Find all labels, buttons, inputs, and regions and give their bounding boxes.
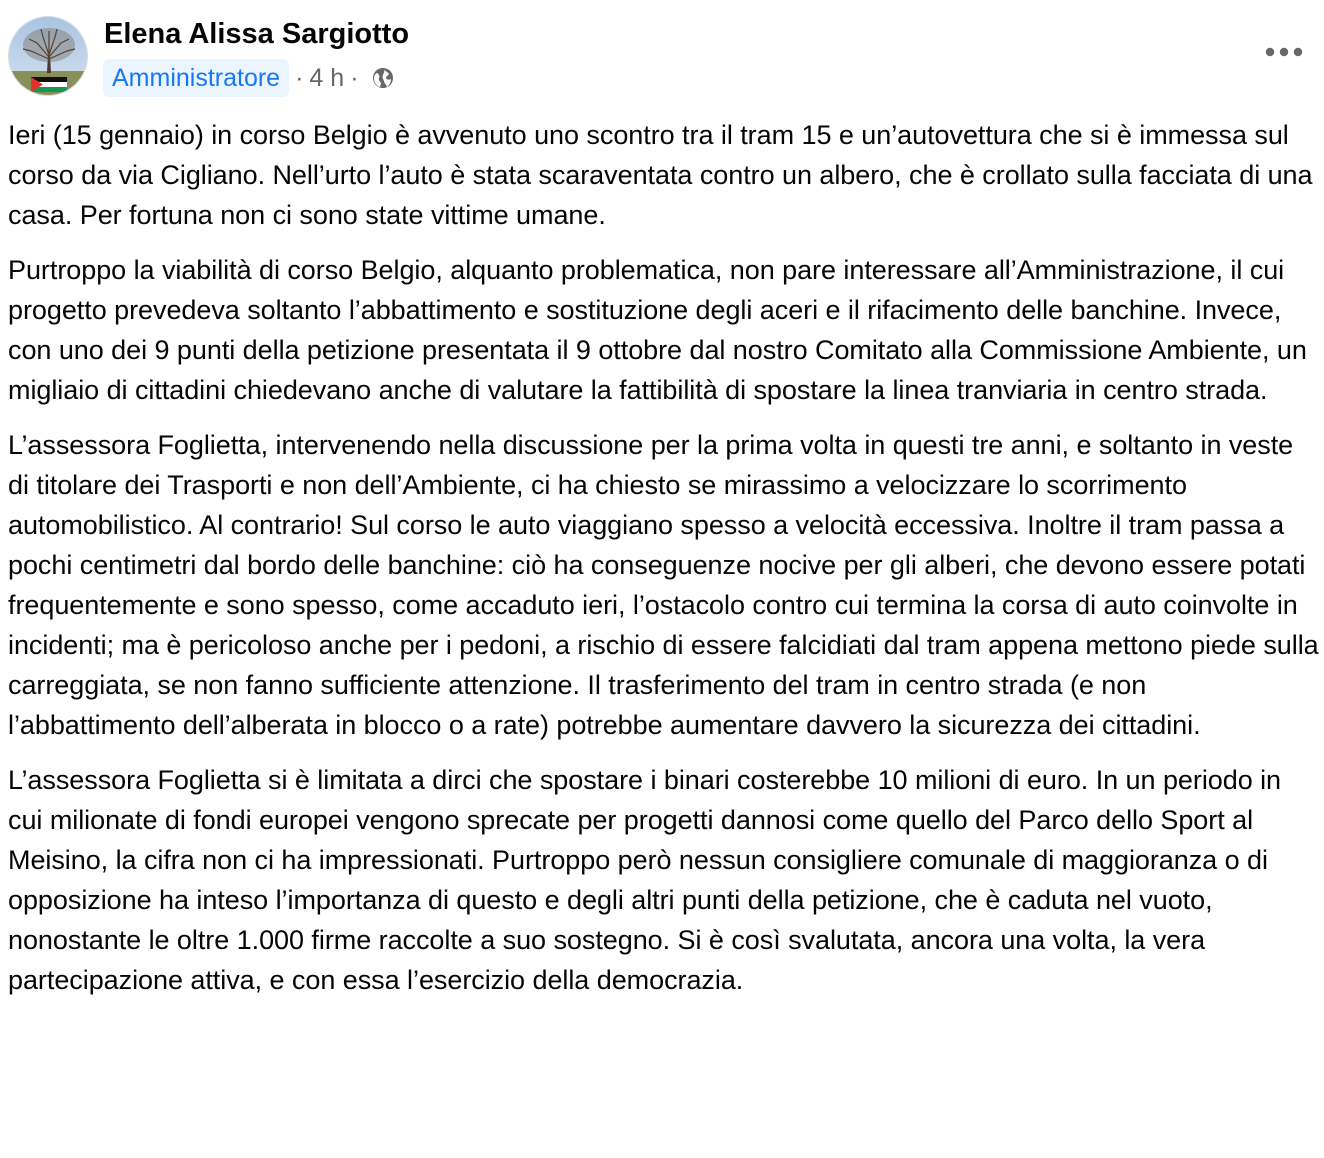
- post-timestamp[interactable]: 4 h: [309, 63, 345, 92]
- role-badge[interactable]: Amministratore: [103, 59, 289, 97]
- globe-icon[interactable]: [371, 66, 395, 90]
- more-horizontal-icon: [1264, 46, 1304, 58]
- meta-separator: ·: [295, 63, 304, 92]
- more-options-button[interactable]: [1256, 32, 1312, 72]
- avatar[interactable]: [8, 16, 88, 96]
- post-meta: [103, 58, 395, 98]
- post-paragraph: Purtroppo la viabilità di corso Belgio, alquanto problematica, non pare interessare all’Amministrazione, il cui progetto prevedeva soltanto l’abbattimento e sostituzione degli aceri e il rifacimento delle banchine. Invece, con uno dei 9 punti della petizione presentata il 9 ottobre dal nostro Comitato alla Commissione Ambiente, un migliaio di cittadini chiedevano anche di valutare la fattibilità di spostare la linea tranviaria in centro strada.: [8, 255, 1307, 405]
- post-header: [0, 0, 1324, 110]
- avatar-tree-image: [9, 17, 88, 96]
- meta-separator: ·: [350, 63, 359, 92]
- post-text: [8, 115, 1320, 1015]
- author-name[interactable]: Elena Alissa Sargiotto: [104, 18, 410, 50]
- post-paragraph: Ieri (15 gennaio) in corso Belgio è avvenuto uno scontro tra il tram 15 e un’autovettura che si è immessa sul corso da via Cigliano. Nell’urto l’auto è stata scaraventata contro un albero, che è crollato sulla facciata di una casa. Per fortuna non ci sono state vittime umane.: [8, 120, 1313, 230]
- post-paragraph: L’assessora Foglietta, intervenendo nella discussione per la prima volta in questi tre anni, e soltanto in veste di titolare dei Trasporti e non dell’Ambiente, ci ha chiesto se mirassimo a velocizzare lo scorrimento automobilistico. Al contrario! Sul corso le auto viaggiano spesso a velocità eccessiva. Inoltre il tram passa a pochi centimetri dal bordo delle banchine: ciò ha conseguenze nocive per gli alberi, che devono essere potati frequentemente e sono spesso, come accaduto ieri, l’ostacolo contro cui termina la corsa di auto coinvolte in incidenti; ma è pericoloso anche per i pedoni, a rischio di essere falcidiati dal tram appena mettono piede sulla carreggiata, se non fanno sufficiente attenzione. Il trasferimento del tram in centro strada (e non l’abbattimento dell’alberata in blocco o a rate) potrebbe aumentare davvero la sicurezza dei cittadini.: [8, 430, 1319, 740]
- post-paragraph: L’assessora Foglietta si è limitata a dirci che spostare i binari costerebbe 10 milioni di euro. In un periodo in cui milionate di fondi europei vengono sprecate per progetti dannosi come quello del Parco dello Sport al Meisino, la cifra non ci ha impressionati. Purtroppo però nessun consigliere comunale di maggioranza o di opposizione ha inteso l’importanza di questo e degli altri punti della petizione, che è caduta nel vuoto, nonostante le oltre 1.000 firme raccolte a suo sostegno. Si è così svalutata, ancora una volta, la vera partecipazione attiva, e con essa l’esercizio della democrazia.: [8, 765, 1282, 995]
